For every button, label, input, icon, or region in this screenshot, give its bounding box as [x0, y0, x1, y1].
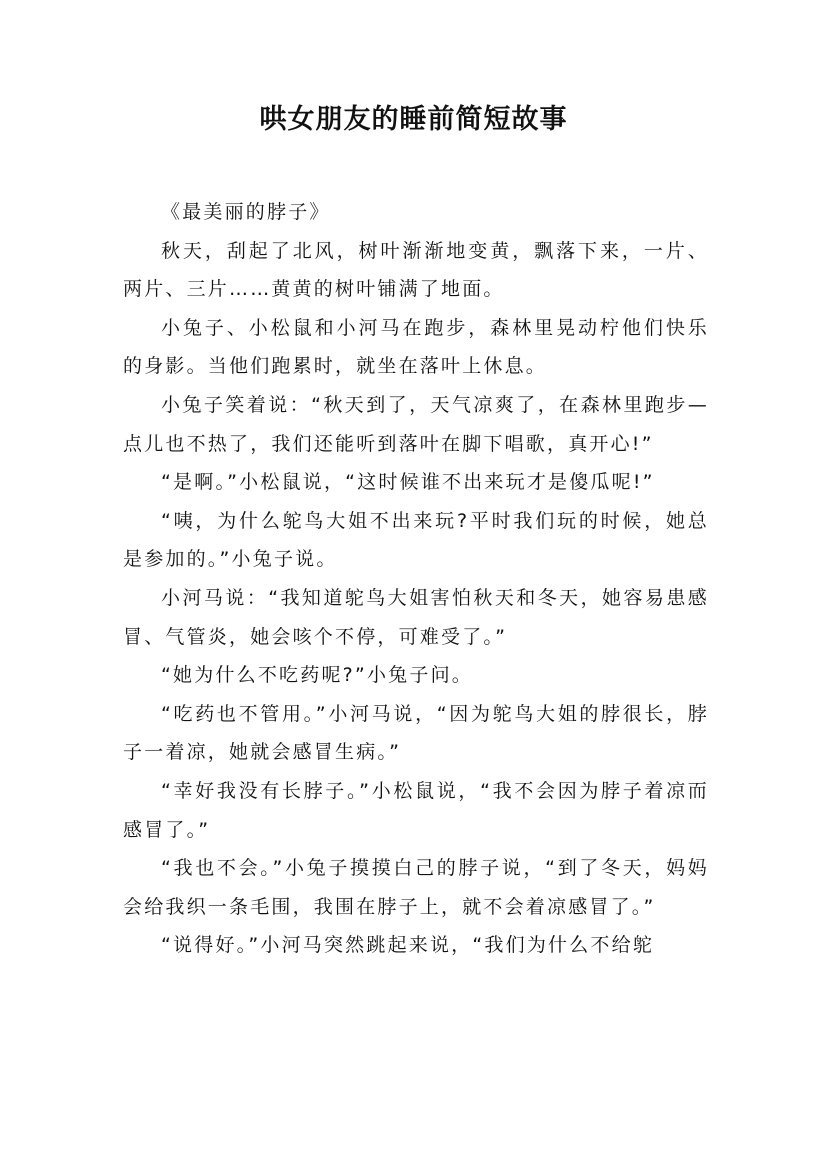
paragraph: 小河马说：“我知道鸵鸟大姐害怕秋天和冬天，她容易患感冒、气管炎，她会咳个不停，可难受了。” — [123, 586, 709, 648]
paragraph: 秋天，刮起了北风，树叶渐渐地变黄，飘落下来，一片、两片、三片……黄黄的树叶铺满了地面。 — [123, 239, 709, 301]
paragraph: 小兔子、小松鼠和小河马在跑步，森林里晃动柠他们快乐的身影。当他们跑累时，就坐在落叶上休息。 — [123, 316, 709, 378]
paragraph: “吃药也不管用。”小河马说，“因为鸵鸟大姐的脖很长，脖子一着凉，她就会感冒生病。” — [123, 702, 709, 764]
paragraph: “说得好。”小河马突然跳起来说，“我们为什么不给鸵 — [161, 934, 655, 957]
paragraph: “幸好我没有长脖子。”小松鼠说，“我不会因为脖子着凉而感冒了。” — [123, 779, 709, 841]
story-body — [123, 193, 709, 965]
paragraph: “我也不会。”小兔子摸摸白己的脖子说，“到了冬天，妈妈会给我织一条毛围，我围在脖子上，就不会着凉感冒了。” — [123, 857, 709, 918]
document-title: 哄女朋友的睡前简短故事 — [259, 104, 568, 135]
paragraph: “咦，为什么鸵鸟大姐不出来玩?平时我们玩的时候，她总是参加的。”小兔子说。 — [123, 509, 709, 571]
paragraph: 小兔子笑着说：“秋天到了，天气凉爽了，在森林里跑步—点儿也不热了，我们还能听到落叶在脚下唱歌，真开心!” — [123, 393, 709, 455]
story-heading: 《最美丽的脖子》 — [161, 201, 331, 223]
paragraph: “是啊。”小松鼠说，“这时候谁不出来玩才是傻瓜呢!” — [161, 471, 655, 494]
paragraph: “她为什么不吃药呢?”小兔子问。 — [161, 664, 473, 687]
